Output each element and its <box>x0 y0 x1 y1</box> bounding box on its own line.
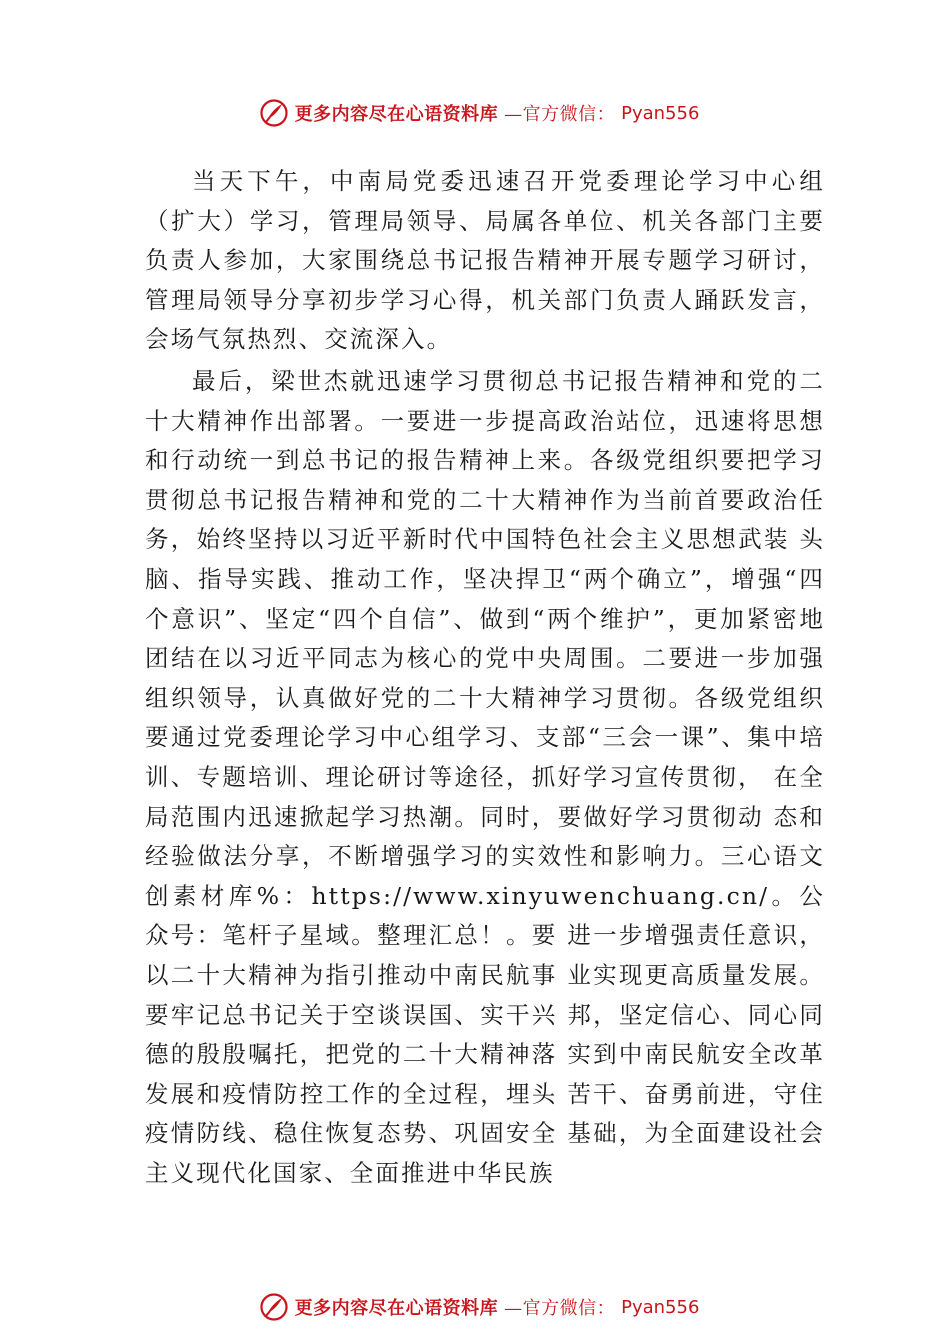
banner-wechat-label: —官方微信： <box>504 104 616 125</box>
watermark-banner-top <box>0 96 950 130</box>
paragraph-2: 最后，梁世杰就迅速学习贯彻总书记报告精神和党的二十大精神作出部署。一要进一步提高政治站位，迅速将思想和行动统一到总书记的报告精神上来。各级党组织要把学习贯彻总书记报告精神和党的二十大精神作为当前首要政治任务，始终坚持以习近平新时代中国特色社会主义思想武装 头脑、指导实践、推动工作，坚决捍卫“两个确立”，增强“四个意识”、坚定“四个自信”、做到“两个维护”，更加紧密地团结在以习近平同志为核心的党中央周围。二要进一步加强组织领导，认真做好党的二十大精神学习贯彻。各级党组织要通过党委理论学习中心组学习、支部“三会一课”、集中培训、专题培训、理论研讨等途径，抓好学习宣传贯彻， 在全局范围内迅速掀起学习热潮。同时，要做好学习贯彻动 态和经验做法分享，不断增强学习的实效性和影响力。三心语文创素材库%：https://www.xinyuwenchuang.cn/。公众号：笔杆子星域。整理汇总！。要 进一步增强责任意识，以二十大精神为指引推动中南民航事 业实现更高质量发展。要牢记总书记关于空谈误国、实干兴 邦，坚定信心、同心同德的殷殷嘱托，把党的二十大精神落 实到中南民航安全改革发展和疫情防控工作的全过程，埋头 苦干、奋勇前进，守住疫情防线、稳住恢复态势、巩固安全 基础，为全面建设社会主义现代化国家、全面推进中华民族 <box>145 367 825 1187</box>
banner-wechat-label: —官方微信： <box>504 1298 616 1319</box>
quill-logo-icon <box>259 1292 289 1322</box>
banner-inner <box>259 1292 700 1322</box>
paragraph-1: 当天下午，中南局党委迅速召开党委理论学习中心组（扩大）学习，管理局领导、局属各单位、机关各部门主要负责人参加，大家围绕总书记报告精神开展专题学习研讨， 管理局领导分享初步学习心得，机关部门负责人踊跃发言， 会场气氛热烈、交流深入。 <box>145 167 825 354</box>
banner-inner <box>259 98 700 128</box>
banner-wechat-id: Pyan556 <box>621 1296 700 1318</box>
banner-site-name: 更多内容尽在心语资料库 <box>294 104 499 125</box>
banner-wechat-id: Pyan556 <box>621 102 700 124</box>
watermark-banner-bottom <box>0 1290 950 1324</box>
quill-logo-icon <box>259 98 289 128</box>
banner-site-name: 更多内容尽在心语资料库 <box>294 1298 499 1319</box>
